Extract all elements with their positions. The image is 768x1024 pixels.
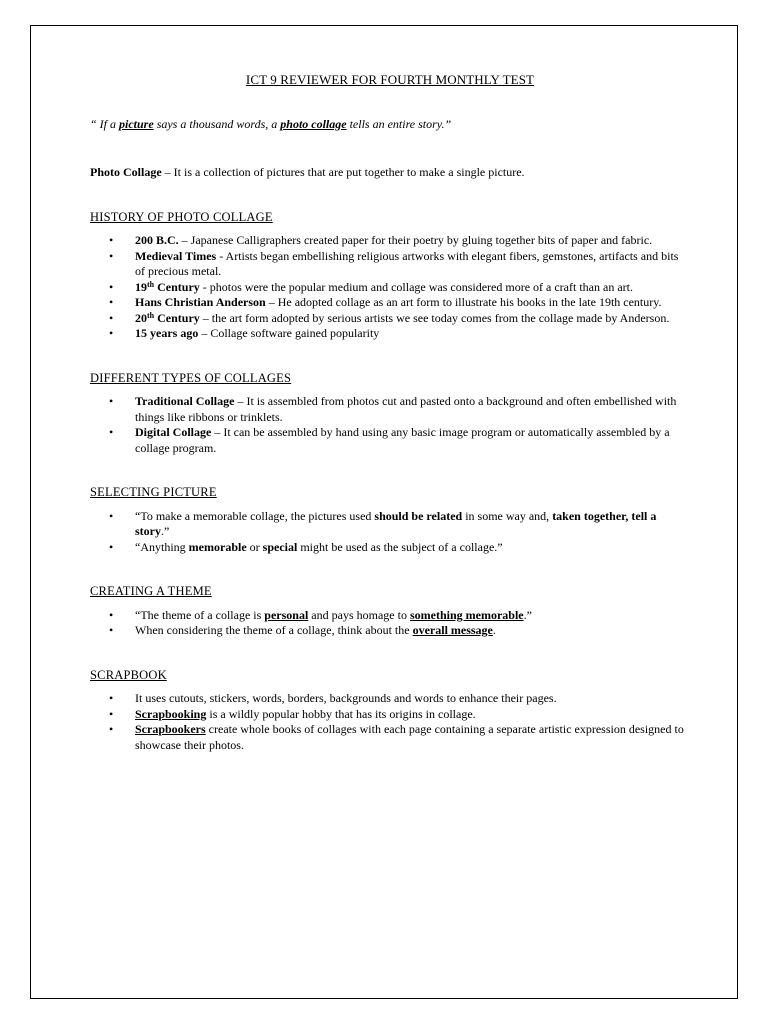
theme-list bbox=[90, 608, 690, 639]
types-list bbox=[90, 394, 690, 456]
list-item: • “Anything memorable or special might be used as the subject of a collage.” bbox=[135, 540, 690, 556]
list-item: • “To make a memorable collage, the pictures used should be related in some way and, taken together, tell a story.” bbox=[135, 509, 690, 540]
list-item: • 19th Century - photos were the popular medium and collage was considered more of a craft than an art. bbox=[135, 280, 690, 296]
list-item: • Hans Christian Anderson – He adopted collage as an art form to illustrate his books in the late 19th century. bbox=[135, 295, 690, 311]
document-body bbox=[90, 72, 690, 782]
list-item: • Scrapbookers create whole books of collages with each page containing a separate artistic expression designed to showcase their photos. bbox=[135, 722, 690, 753]
section-heading-types: DIFFERENT TYPES OF COLLAGES bbox=[90, 370, 292, 385]
photo-collage-definition: Photo Collage – It is a collection of pictures that are put together to make a single picture. bbox=[90, 165, 525, 179]
list-item: • Digital Collage – It can be assembled by hand using any basic image program or automatically assembled by a collage program. bbox=[135, 425, 690, 456]
list-item: • Medieval Times - Artists began embellishing religious artworks with elegant fibers, gemstones, artifacts and bits of precious metal. bbox=[135, 249, 690, 280]
list-item: • 20th Century – the art form adopted by serious artists we see today comes from the collage made by Anderson. bbox=[135, 311, 690, 327]
section-heading-selecting: SELECTING PICTURE bbox=[90, 485, 217, 499]
list-item: • “The theme of a collage is personal and pays homage to something memorable.” bbox=[135, 608, 690, 624]
history-list bbox=[90, 233, 690, 342]
quote-emphasis: picture bbox=[119, 116, 154, 131]
list-item: • 15 years ago – Collage software gained popularity bbox=[135, 326, 690, 342]
list-item: • When considering the theme of a collage, think about the overall message. bbox=[135, 623, 690, 639]
list-item: • 200 B.C. – Japanese Calligraphers created paper for their poetry by gluing together bits of paper and fabric. bbox=[135, 233, 690, 249]
section-heading-theme: CREATING A THEME bbox=[90, 584, 212, 598]
section-heading-scrapbook: SCRAPBOOK bbox=[90, 667, 167, 682]
list-item: • Scrapbooking is a wildly popular hobby that has its origins in collage. bbox=[135, 707, 690, 723]
list-item: • It uses cutouts, stickers, words, borders, backgrounds and words to enhance their pages. bbox=[135, 691, 690, 707]
opening-quote: “ If a picture says a thousand words, a photo collage tells an entire story.” bbox=[90, 116, 452, 131]
list-item: • Traditional Collage – It is assembled from photos cut and pasted onto a background and often embellished with things like ribbons or trinklets. bbox=[135, 394, 690, 425]
quote-emphasis: photo collage bbox=[280, 116, 347, 131]
definition-term: Photo Collage bbox=[90, 165, 162, 179]
scrapbook-list bbox=[90, 691, 690, 753]
selecting-list bbox=[90, 509, 690, 556]
document-title: ICT 9 REVIEWER FOR FOURTH MONTHLY TEST bbox=[245, 72, 535, 87]
section-heading-history: HISTORY OF PHOTO COLLAGE bbox=[90, 209, 273, 224]
